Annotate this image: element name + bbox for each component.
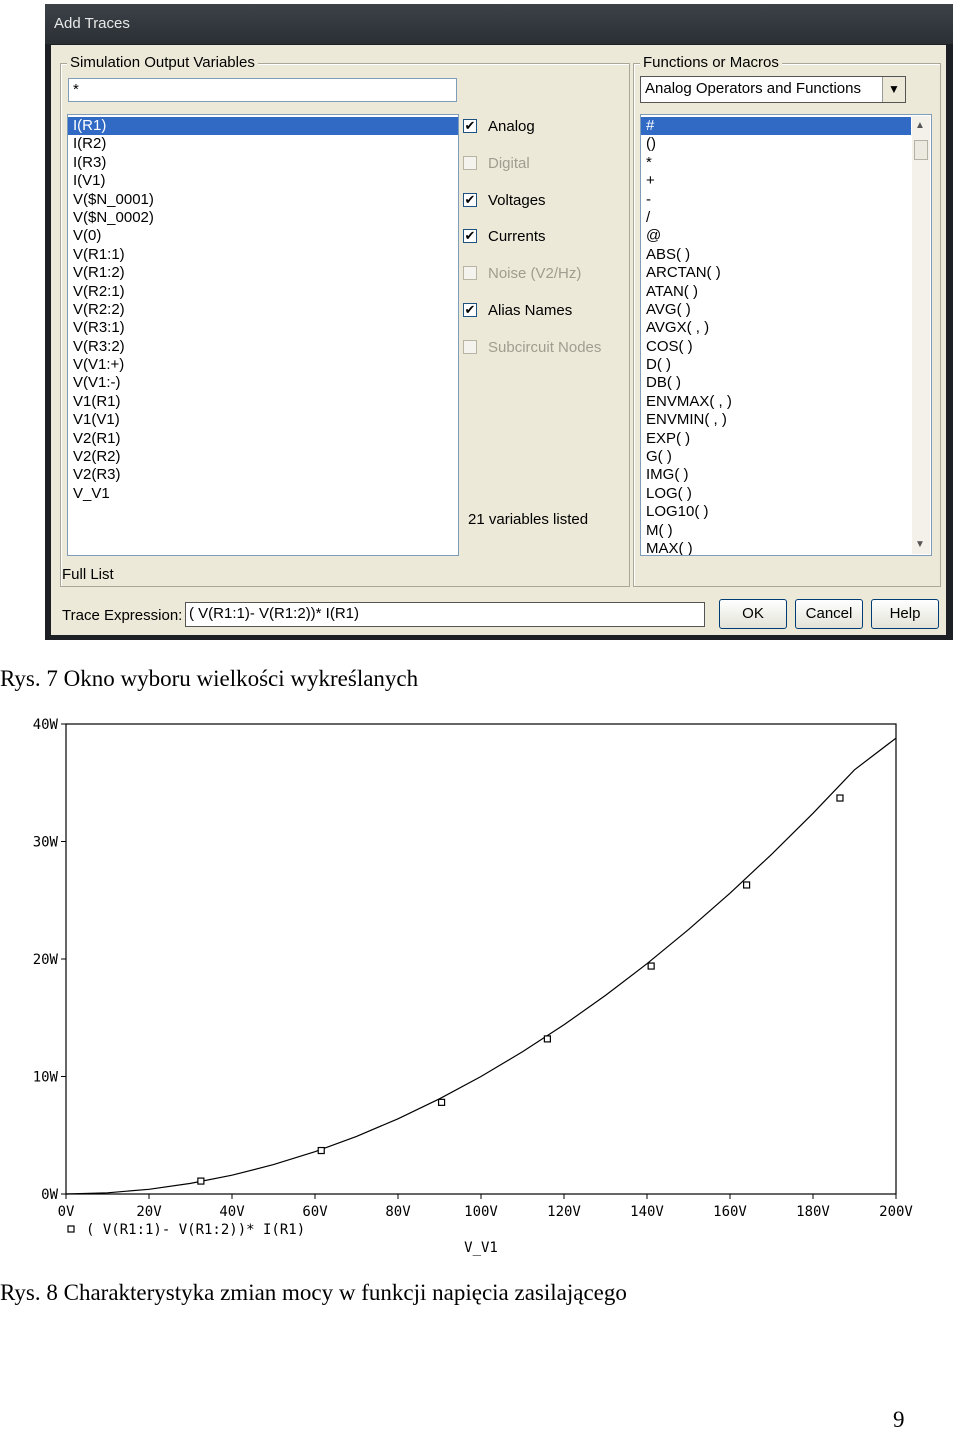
functions-list[interactable]	[640, 114, 932, 556]
functions-list-items	[641, 115, 911, 556]
x-axis-label: V_V1	[464, 1240, 498, 1256]
variable-list-item[interactable]: V(R3:1)	[73, 319, 125, 337]
variable-list-item[interactable]: I(R3)	[73, 153, 107, 171]
variable-list-item[interactable]: V1(V1)	[73, 411, 120, 429]
trace-expression-input[interactable]	[185, 602, 705, 627]
function-list-item[interactable]: LOG( )	[646, 484, 692, 502]
function-list-item[interactable]: +	[646, 172, 655, 190]
variable-list-item[interactable]: I(R1)	[68, 117, 458, 135]
function-list-item[interactable]: AVGX( , )	[646, 319, 710, 337]
x-tick-label: 140V	[630, 1204, 664, 1220]
checkmark-icon[interactable]: ✔	[464, 191, 476, 207]
function-list-item[interactable]: *	[646, 153, 652, 171]
x-tick-label: 40V	[219, 1204, 245, 1220]
x-tick-label: 60V	[302, 1204, 328, 1220]
x-tick-label: 20V	[136, 1204, 162, 1220]
filter-input[interactable]	[68, 78, 457, 102]
variable-list-item[interactable]: V1(R1)	[73, 392, 121, 410]
function-list-item[interactable]: AVG( )	[646, 300, 691, 318]
series-marker	[837, 795, 843, 801]
checkbox-voltages[interactable]	[463, 193, 623, 211]
checkbox-label: Analog	[488, 118, 535, 135]
checkbox-digital[interactable]	[463, 156, 623, 174]
series-marker	[544, 1036, 550, 1042]
variable-list-item[interactable]: V(R3:2)	[73, 337, 125, 355]
variables-count: 21 variables listed	[468, 511, 589, 528]
checkbox-label: Currents	[488, 228, 546, 246]
chevron-down-icon[interactable]: ▼	[882, 77, 905, 102]
y-tick-label: 20W	[32, 952, 58, 968]
x-tick-label: 160V	[713, 1204, 747, 1220]
add-traces-dialog	[45, 4, 953, 640]
functions-scrollbar[interactable]	[912, 116, 930, 554]
function-list-item[interactable]: COS( )	[646, 337, 693, 355]
scroll-up-icon[interactable]: ▲	[915, 120, 925, 131]
x-axis-ticks	[58, 1194, 914, 1220]
function-list-item[interactable]: EXP( )	[646, 429, 691, 447]
variable-list-item[interactable]: V($N_0001)	[73, 190, 154, 208]
variable-list-item[interactable]: V2(R3)	[73, 466, 121, 484]
x-tick-label: 80V	[385, 1204, 411, 1220]
figure-8-caption: Rys. 8 Charakterystyka zmian mocy w funkcji napięcia zasilającego	[0, 1280, 627, 1305]
checkbox-label: Voltages	[488, 191, 546, 209]
variable-list-item[interactable]: I(R2)	[73, 135, 107, 153]
figure-7-caption: Rys. 7 Okno wyboru wielkości wykreślanych	[0, 666, 419, 691]
function-list-item[interactable]: MAX( )	[646, 539, 693, 556]
checkbox-box[interactable]	[463, 156, 477, 170]
cancel-button[interactable]: Cancel	[795, 599, 863, 629]
scroll-thumb[interactable]	[914, 140, 928, 160]
checkmark-icon[interactable]: ✔	[464, 228, 476, 244]
y-tick-label: 30W	[32, 834, 58, 851]
checkbox-subcircuit-nodes[interactable]	[463, 340, 623, 358]
checkbox-label: Digital	[488, 154, 530, 172]
x-tick-label: 200V	[879, 1204, 913, 1220]
function-list-item[interactable]: ATAN( )	[646, 282, 698, 300]
trace-expression-value: ( V(R1:1)- V(R1:2))* I(R1)	[189, 605, 360, 622]
function-list-item[interactable]: IMG( )	[646, 466, 689, 484]
function-list-item[interactable]: ENVMAX( , )	[646, 392, 732, 410]
simulation-output-group-label: Simulation Output Variables	[67, 54, 258, 71]
function-list-item[interactable]: ABS( )	[646, 245, 691, 263]
series-marker	[198, 1178, 204, 1184]
function-list-item[interactable]: DB( )	[646, 374, 681, 392]
checkbox-alias-names[interactable]	[463, 303, 623, 321]
dialog-title: Add Traces	[54, 15, 130, 32]
y-tick-label: 10W	[32, 1069, 58, 1086]
full-list-label: Full List	[62, 566, 114, 583]
series-line	[66, 738, 896, 1194]
checkbox-box[interactable]	[463, 340, 477, 354]
functions-dropdown[interactable]	[640, 76, 906, 103]
x-tick-label: 0V	[57, 1204, 75, 1220]
functions-group-label: Functions or Macros	[640, 54, 782, 71]
variable-list-item[interactable]: V2(R1)	[73, 429, 121, 447]
variable-list-item[interactable]: V2(R2)	[73, 448, 121, 466]
scroll-down-icon[interactable]: ▼	[915, 539, 925, 550]
legend-label: ( V(R1:1)- V(R1:2))* I(R1)	[86, 1222, 306, 1238]
checkbox-label: Alias Names	[488, 302, 573, 319]
checkbox-label: Subcircuit Nodes	[488, 338, 602, 356]
plot-frame	[66, 724, 896, 1194]
function-list-item[interactable]: D( )	[646, 356, 671, 374]
y-axis-ticks	[33, 717, 66, 1203]
function-list-item[interactable]: @	[646, 227, 662, 245]
checkbox-noise-v2-hz[interactable]	[463, 266, 623, 284]
checkbox-analog[interactable]	[463, 119, 623, 137]
series-marker	[318, 1148, 324, 1154]
legend-marker-symbol	[68, 1226, 74, 1232]
dialog-client-area	[51, 45, 946, 635]
plot-border	[66, 724, 896, 1194]
functions-dropdown-value: Analog Operators and Functions	[645, 80, 861, 97]
variable-list-item[interactable]: V(V1:+)	[73, 356, 125, 374]
x-tick-label: 100V	[464, 1204, 498, 1220]
checkbox-box[interactable]	[463, 266, 477, 280]
page-number: 9	[893, 1407, 905, 1432]
series-markers	[198, 795, 843, 1184]
x-tick-label: 180V	[796, 1204, 830, 1220]
series-marker	[439, 1099, 445, 1105]
function-list-item[interactable]: #	[641, 117, 911, 135]
x-tick-label: 120V	[547, 1204, 581, 1220]
function-list-item[interactable]: M( )	[646, 521, 673, 539]
series-marker	[744, 882, 750, 888]
function-list-item[interactable]: ARCTAN( )	[646, 264, 721, 282]
checkmark-icon[interactable]: ✔	[464, 118, 476, 133]
help-button[interactable]: Help	[871, 599, 939, 629]
variable-list-item[interactable]: V(R1:2)	[73, 264, 125, 282]
y-tick-label: 0W	[41, 1187, 58, 1203]
checkbox-currents[interactable]	[463, 229, 623, 247]
checkbox-label: Noise (V2/Hz)	[488, 265, 582, 283]
variable-list-item[interactable]: V_V1	[73, 484, 110, 502]
variable-list-item[interactable]: V(V1:-)	[73, 374, 121, 392]
variable-list-item[interactable]: I(V1)	[73, 172, 106, 190]
function-list-item[interactable]: -	[646, 190, 651, 208]
variable-list-item[interactable]: V(R2:1)	[73, 282, 125, 300]
title-bar[interactable]	[45, 4, 953, 44]
variable-list-item[interactable]: V(R1:1)	[73, 245, 125, 263]
function-list-item[interactable]: /	[646, 208, 651, 226]
variable-list-item[interactable]: V(0)	[73, 227, 102, 245]
function-list-item[interactable]: G( )	[646, 448, 672, 466]
filter-input-value: *	[73, 81, 79, 98]
function-list-item[interactable]: ()	[646, 135, 656, 153]
series-marker	[648, 963, 654, 969]
trace-expression-label: Trace Expression:	[62, 607, 183, 624]
ok-button[interactable]: OK	[719, 599, 787, 629]
variable-list-item[interactable]: V(R2:2)	[73, 300, 125, 318]
function-list-item[interactable]: ENVMIN( , )	[646, 411, 727, 429]
checkmark-icon[interactable]: ✔	[464, 302, 476, 317]
function-list-item[interactable]: LOG10( )	[646, 503, 709, 521]
power-characteristic-chart	[0, 710, 960, 1270]
variable-list-item[interactable]: V($N_0002)	[73, 208, 154, 226]
variables-list[interactable]	[67, 114, 459, 556]
y-tick-label: 40W	[32, 717, 58, 733]
